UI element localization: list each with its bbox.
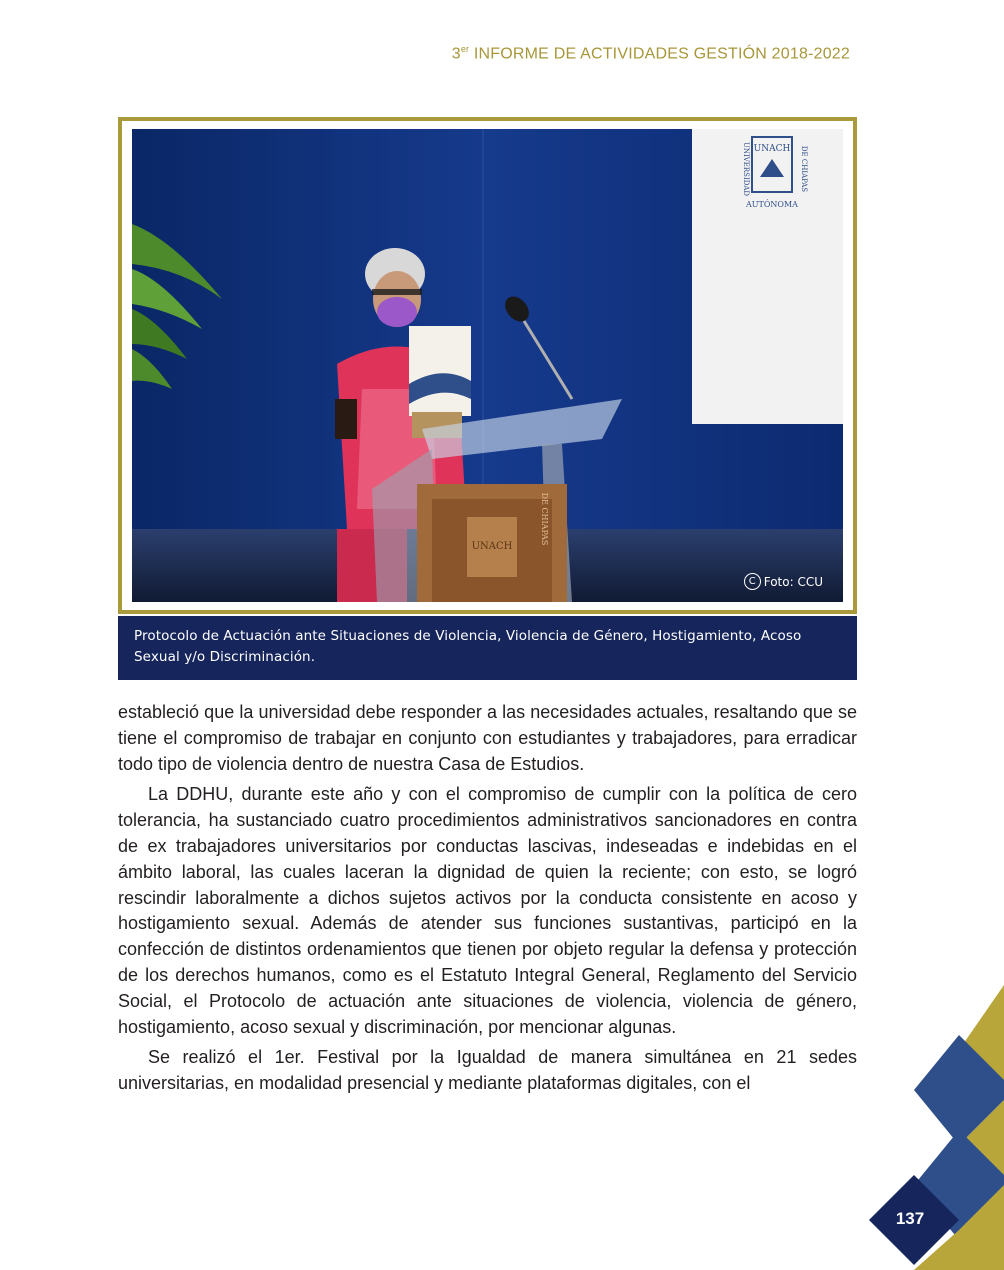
photo-credit	[744, 573, 823, 590]
paragraph-1: estableció que la universidad debe responder a las necesidades actuales, resaltando que se tiene el compromiso de trabajar en conjunto con estudiantes y trabajadores, para erradicar todo tipo de violencia dentro de nuestra Casa de Estudios.	[118, 702, 857, 774]
photo-caption: Protocolo de Actuación ante Situaciones de Violencia, Violencia de Género, Hostigamiento, Acoso Sexual y/o Discriminación.	[118, 616, 857, 680]
banner-logo-text: UNACH	[753, 144, 791, 154]
header-ordinal: 3	[451, 45, 461, 63]
banner-side-left: UNIVERSIDAD	[742, 141, 750, 197]
header-title: INFORME DE ACTIVIDADES GESTIÓN 2018-2022	[469, 45, 850, 63]
page-number: 137	[895, 1209, 925, 1228]
header-ordinal-sup: er	[460, 44, 470, 54]
photo-frame	[118, 117, 857, 614]
banner-side-right: DE CHIAPAS	[800, 145, 808, 193]
running-header	[452, 44, 850, 63]
event-photo-illustration	[132, 129, 843, 602]
podium-side-text: DE CHIAPAS	[540, 492, 549, 546]
paragraph-2: La DDHU, durante este año y con el compromiso de cumplir con la política de cero tolerancia, ha sustanciado cuatro procedimientos administrativos sancionadores en contra de ex trabajadores universitarios por conductas lascivas, indeseadas e indebidas en el ámbito laboral, las cuales laceran la dignidad de quien la reciente; con esto, se logró rescindir laboralmente a dichos sujetos activos por la conducta consistente en acoso y hostigamiento sexual. Además de atender sus funciones sustantivas, participó en la confección de distintos ordenamientos que tienen por objeto regular la defensa y protección de los derechos humanos, como es el Estatuto Integral General, Reglamento del Servicio Social, el Protocolo de actuación ante situaciones de violencia, violencia de género, hostigamiento, acoso sexual y discriminación, por mencionar algunas.	[118, 784, 857, 1037]
protocol-booklet	[409, 326, 471, 438]
body-text	[118, 700, 857, 1102]
banner-bottom-text: AUTÓNOMA	[746, 200, 798, 209]
photo-credit-text: Foto: CCU	[763, 574, 823, 589]
copyright-icon: C	[744, 573, 761, 590]
podium-logo-text: UNACH	[471, 541, 513, 552]
event-photo	[132, 129, 843, 602]
paragraph-3: Se realizó el 1er. Festival por la Igualdad de manera simultánea en 21 sedes universitarias, en modalidad presencial y mediante plataformas digitales, con el	[118, 1047, 857, 1094]
